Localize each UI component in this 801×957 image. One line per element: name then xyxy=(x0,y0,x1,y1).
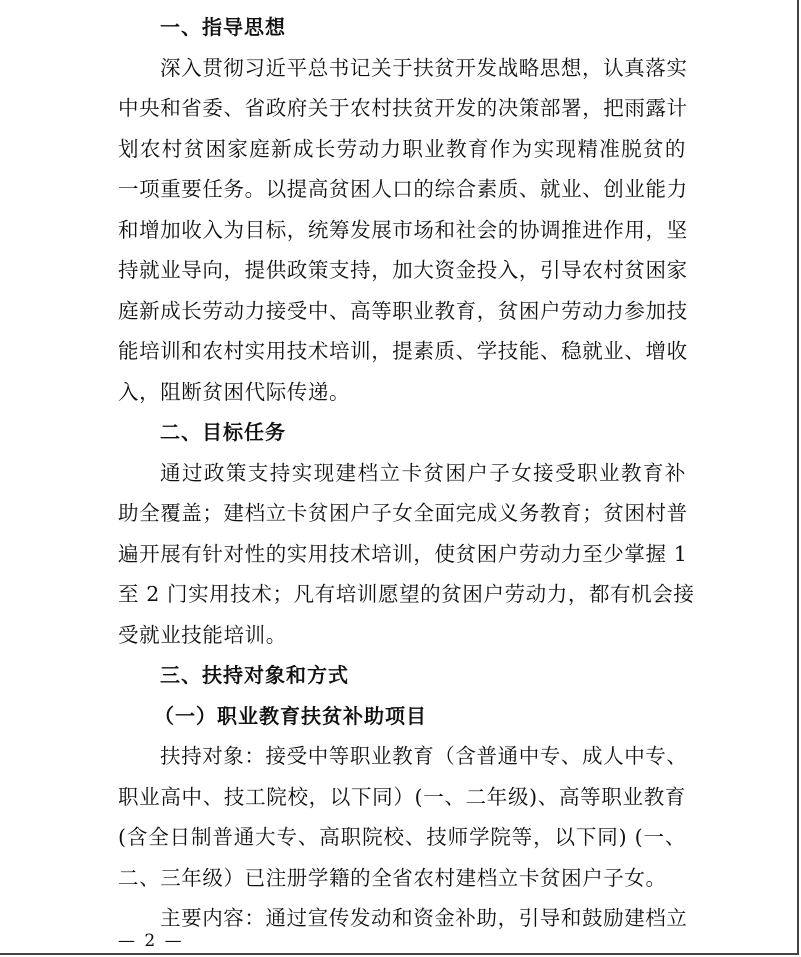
text-line: 二、三年级）已注册学籍的全省农村建档立卡贫困户子女。 xyxy=(118,865,667,890)
text-line: 入，阻断贫困代际传递。 xyxy=(118,379,351,404)
paragraph-main-content xyxy=(118,898,686,939)
text-line: 持就业导向，提供政策支持，加大资金投入，引导农村贫困家 xyxy=(118,258,688,282)
text-line: 划农村贫困家庭新成长劳动力职业教育作为实现精准脱贫的 xyxy=(118,136,686,161)
document-body xyxy=(118,7,695,939)
text-line: 深入贯彻习近平总书记关于扶贫开发战略思想，认真落实 xyxy=(160,55,688,80)
paragraph-support-targets xyxy=(118,736,686,898)
text-line: 至 2 门实用技术；凡有培训愿望的贫困户劳动力，都有机会接 xyxy=(118,582,695,606)
text-line: 遍开展有针对性的实用技术培训，使贫困户劳动力至少掌握 1 xyxy=(118,541,688,566)
page-number: — 2 — xyxy=(118,931,184,951)
text-line: 中央和省委、省政府关于农村扶贫开发的决策部署，把雨露计 xyxy=(118,96,688,120)
text-line: 一项重要任务。以提高贫困人口的综合素质、就业、创业能力 xyxy=(118,177,688,201)
text-line: 能培训和农村实用技术培训，提素质、学技能、稳就业、增收 xyxy=(118,339,688,363)
paragraph-goals xyxy=(118,453,695,656)
text-line: 助全覆盖；建档立卡贫困户子女全面完成义务教育；贫困村普 xyxy=(118,501,688,525)
section-heading-1: 一、指导思想 xyxy=(160,15,286,39)
paragraph-guiding-thought xyxy=(118,48,686,413)
text-line: 庭新成长劳动力接受中、高等职业教育，贫困户劳动力参加技 xyxy=(118,298,688,323)
text-line: 主要内容：通过宣传发动和资金补助，引导和鼓励建档立 xyxy=(160,906,688,930)
text-line: 受就业技能培训。 xyxy=(118,622,287,647)
text-line: 通过政策支持实现建档立卡贫困户子女接受职业教育补 xyxy=(160,460,686,485)
subsection-heading-1: （一）职业教育扶贫补助项目 xyxy=(154,703,427,728)
section-heading-3: 三、扶持对象和方式 xyxy=(160,663,349,687)
section-heading-2: 二、目标任务 xyxy=(160,420,286,444)
text-line: (含全日制普通大专、高职院校、技师学院等，以下同) (一、 xyxy=(118,825,686,849)
text-line: 扶持对象：接受中等职业教育（含普通中专、成人中专、 xyxy=(160,744,688,768)
text-line: 和增加收入为目标，统筹发展市场和社会的协调推进作用，坚 xyxy=(118,217,688,242)
text-line: 职业高中、技工院校，以下同）(一、二年级)、高等职业教育 xyxy=(118,784,686,809)
